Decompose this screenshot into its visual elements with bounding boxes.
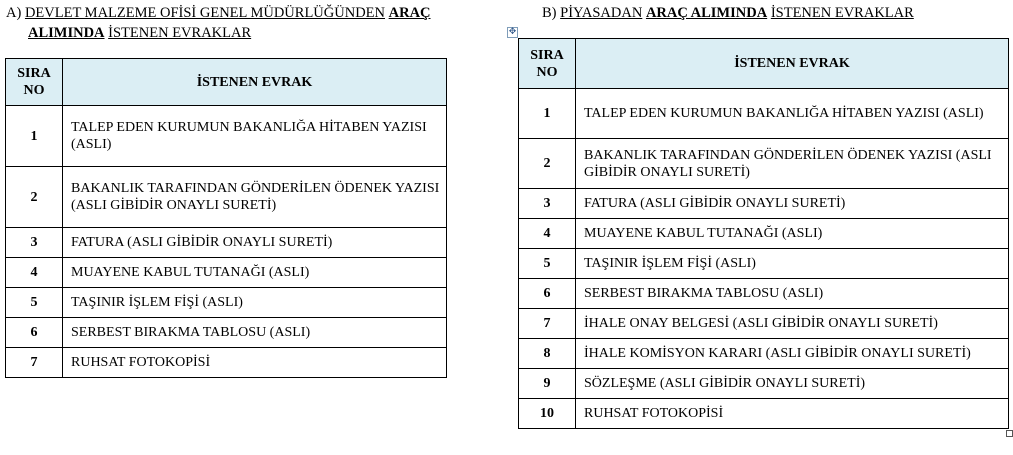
table-row [519,189,1009,219]
row-number: 1 [519,89,576,139]
table-row [6,228,447,258]
row-document: FATURA (ASLI GİBİDİR ONAYLI SURETİ) [576,189,1009,219]
row-document: İHALE KOMİSYON KARARI (ASLI GİBİDİR ONAYLI SURETİ) [584,346,971,361]
row-number: 8 [519,339,576,369]
row-number: 7 [519,309,576,339]
table-header-row [6,59,447,106]
section-a-title-bold2: ALIMINDA [28,25,105,41]
row-number: 5 [519,249,576,279]
row-document: BAKANLIK TARAFINDAN GÖNDERİLEN ÖDENEK YAZISI (ASLI GİBİDİR ONAYLI SURETİ) [63,167,447,228]
section-a-heading [6,3,431,43]
section-a-title-part2: İSTENEN EVRAKLAR [108,25,252,41]
row-number: 5 [6,288,63,318]
row-number: 10 [519,399,576,429]
row-number: 2 [519,139,576,189]
row-number: 6 [6,318,63,348]
row-document: TAŞINIR İŞLEM FİŞİ (ASLI) [63,288,447,318]
table-row [519,399,1009,429]
section-a-title-part1: DEVLET MALZEME OFİSİ GENEL MÜDÜRLÜĞÜNDEN [24,5,385,21]
section-b-prefix: B) [542,5,557,21]
section-b-title-part1: PİYASADAN [560,5,643,21]
table-resize-handle-icon[interactable] [1006,430,1013,437]
table-row [519,249,1009,279]
table-row [519,139,1009,189]
table-row [519,339,1009,369]
row-number: 1 [6,106,63,167]
table-row [6,288,447,318]
header-istenen-evrak: İSTENEN EVRAK [63,59,447,106]
row-number: 2 [6,167,63,228]
header-sira-no: SIRA NO [6,59,63,106]
header-istenen-evrak: İSTENEN EVRAK [576,39,1009,89]
row-document: BAKANLIK TARAFINDAN GÖNDERİLEN ÖDENEK YAZISI (ASLI GİBİDİR ONAYLI SURETİ) [576,139,1009,189]
row-number: 9 [519,369,576,399]
row-number: 6 [519,279,576,309]
table-row [519,279,1009,309]
header-sira-no: SIRA NO [519,39,576,89]
row-number: 4 [6,258,63,288]
section-b-title-part2: İSTENEN EVRAKLAR [770,5,914,21]
row-document: SERBEST BIRAKMA TABLOSU (ASLI) [576,279,1009,309]
row-number: 7 [6,348,63,378]
section-a-prefix: A) [6,5,22,21]
section-b-table [518,38,1009,429]
table-row [519,369,1009,399]
row-document: MUAYENE KABUL TUTANAĞI (ASLI) [63,258,447,288]
row-document: RUHSAT FOTOKOPİSİ [63,348,447,378]
row-document: SERBEST BIRAKMA TABLOSU (ASLI) [63,318,447,348]
row-number: 4 [519,219,576,249]
row-document: İHALE ONAY BELGESİ (ASLI GİBİDİR ONAYLI SURETİ) [576,309,1009,339]
table-row [519,89,1009,139]
row-document: SÖZLEŞME (ASLI GİBİDİR ONAYLI SURETİ) [576,369,1009,399]
section-a-table [5,58,447,378]
section-a-title-bold1: ARAÇ [388,5,431,21]
section-b-title-bold: ARAÇ ALIMINDA [645,5,768,21]
row-document: MUAYENE KABUL TUTANAĞI (ASLI) [576,219,1009,249]
row-document-cell [576,339,1009,369]
row-number: 3 [6,228,63,258]
row-document: TAŞINIR İŞLEM FİŞİ (ASLI) [576,249,1009,279]
row-document: TALEP EDEN KURUMUN BAKANLIĞA HİTABEN YAZISI (ASLI) [576,89,1009,139]
row-document: RUHSAT FOTOKOPİSİ [576,399,1009,429]
table-header-row [519,39,1009,89]
table-move-handle-icon[interactable]: ✥ [508,27,517,37]
row-number: 3 [519,189,576,219]
table-row [6,348,447,378]
table-row [6,318,447,348]
table-row [519,219,1009,249]
table-row [6,167,447,228]
section-b-heading [542,3,914,23]
table-row [6,106,447,167]
row-document: FATURA (ASLI GİBİDİR ONAYLI SURETİ) [63,228,447,258]
table-row [6,258,447,288]
row-document: TALEP EDEN KURUMUN BAKANLIĞA HİTABEN YAZISI (ASLI) [63,106,447,167]
table-row [519,309,1009,339]
